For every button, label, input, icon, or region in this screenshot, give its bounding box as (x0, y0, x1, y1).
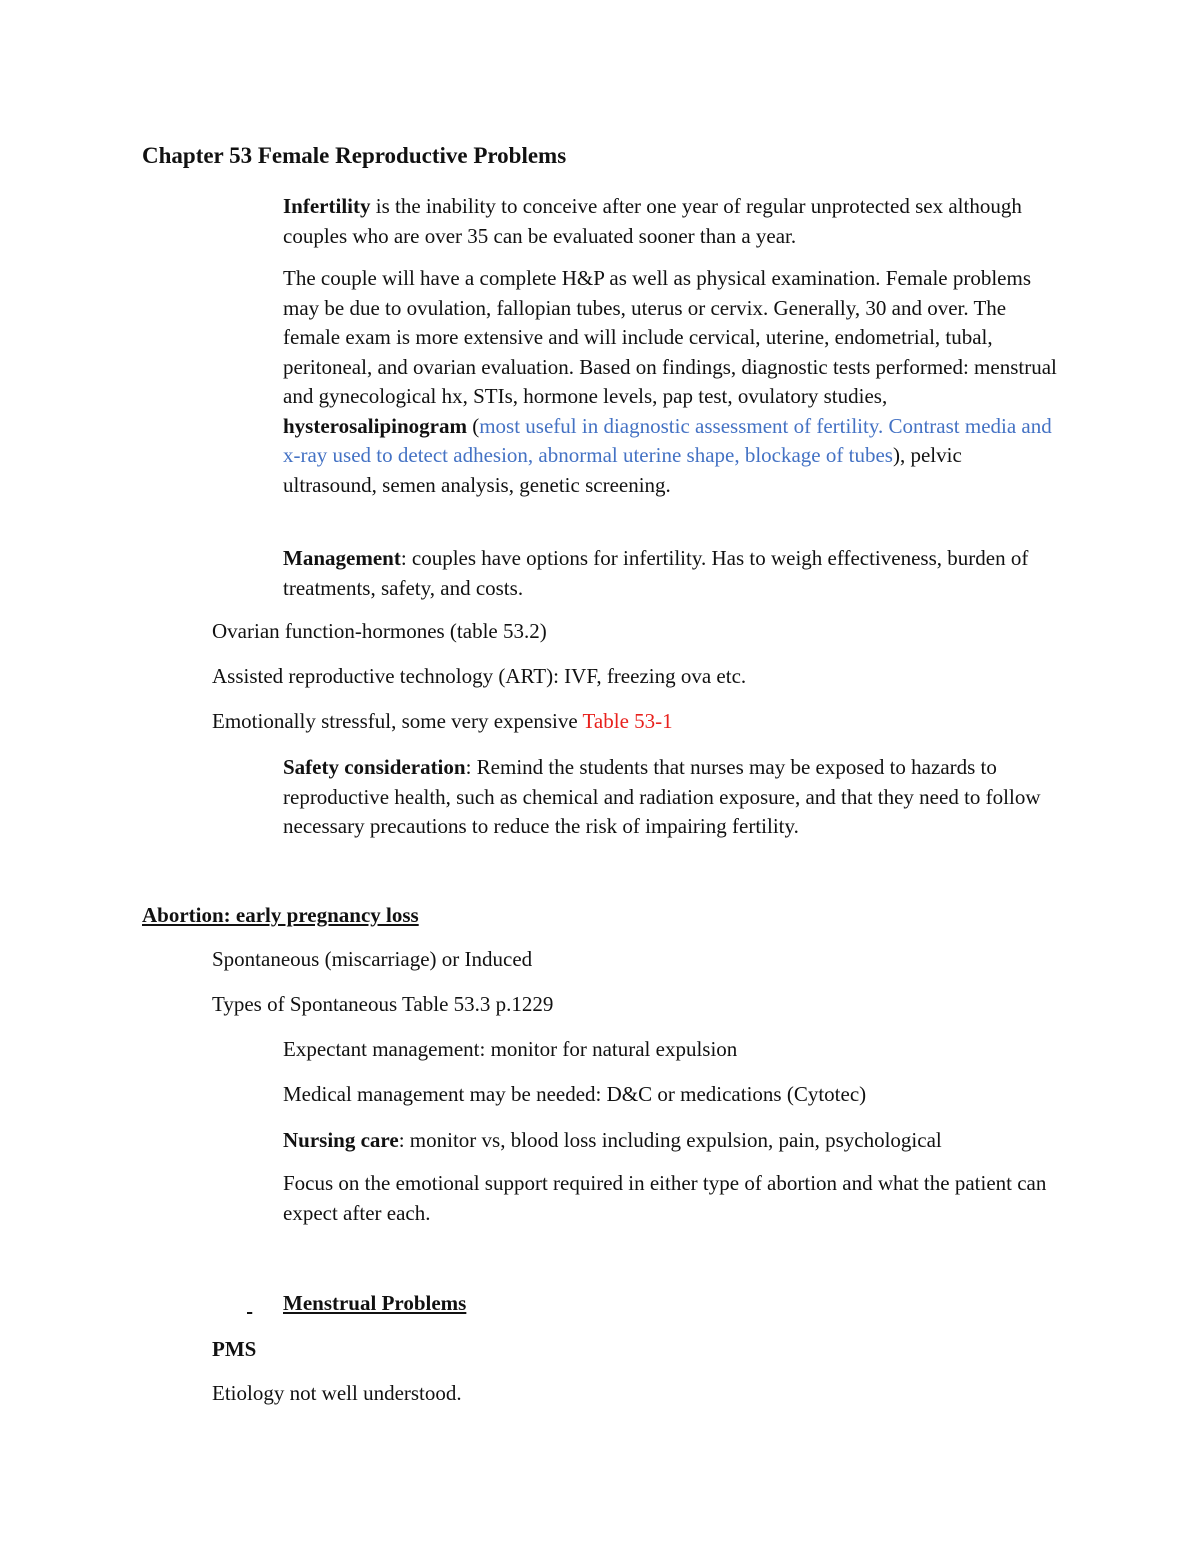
infertility-paragraph (283, 192, 1053, 251)
menstrual-heading-line (247, 1289, 466, 1319)
page-title: Chapter 53 Female Reproductive Problems (142, 143, 567, 168)
safety-text: : Remind the students that nurses may be exposed to hazards to reproductive health, such as chemical and radiation exposure, and that they need to follow necessary precautions to reduce the risk of impairing fertility. (283, 755, 1041, 838)
management-term: Management (283, 546, 401, 570)
menstrual-problems-heading: Menstrual Problems (283, 1291, 467, 1315)
abortion-types-line: Spontaneous (miscarriage) or Induced (212, 947, 533, 971)
safety-paragraph (283, 753, 1073, 842)
emotional-line (212, 707, 673, 737)
hysterosalpingogram-term: hysterosalipinogram (283, 413, 467, 438)
pms-etiology-line: Etiology not well understood. (212, 1381, 462, 1405)
nursing-care-line (283, 1126, 942, 1156)
safety-term: Safety consideration (283, 755, 466, 779)
hysterosalpingogram-note: most useful in diagnostic assessment of fertility. Contrast media and x-ray used to detect adhesion, abnormal uterine shape, blockage of tubes (283, 413, 1052, 467)
workup-paragraph (283, 264, 1058, 500)
pms-heading: PMS (212, 1337, 257, 1361)
table-53-1-reference: Table 53-1 (582, 709, 673, 733)
infertility-term: Infertility (283, 194, 371, 218)
management-text: : couples have options for infertility. Has to weigh effectiveness, burden of treatments, safety, and costs. (283, 546, 1029, 600)
medical-management-line: Medical management may be needed: D&C or medications (Cytotec) (283, 1082, 867, 1106)
expectant-management-line: Expectant management: monitor for natural expulsion (283, 1037, 738, 1061)
management-paragraph (283, 544, 1053, 603)
emotional-text: Emotionally stressful, some very expensive (212, 709, 583, 733)
art-line: Assisted reproductive technology (ART): IVF, freezing ova etc. (212, 664, 747, 688)
nursing-care-term: Nursing care (283, 1128, 399, 1152)
workup-text: The couple will have a complete H&P as well as physical examination. Female problems may be due to ovulation, fallopian tubes, uterus or cervix. Generally, 30 and over. The female exam is more extensive and will include cervical, uterine, endometrial, tubal, peritoneal, and ovarian evaluation. Based on findings, diagnostic tests performed: menstrual and gynecological hx, STIs, hormone levels, pap test, ovulatory studies, (283, 266, 1057, 408)
paren-open: ( (466, 413, 480, 438)
spontaneous-reference-line: Types of Spontaneous Table 53.3 p.1229 (212, 992, 554, 1016)
abortion-heading: Abortion: early pregnancy loss (142, 903, 419, 927)
emotional-support-paragraph: Focus on the emotional support required in either type of abortion and what the patient can expect after each. (283, 1171, 1047, 1225)
ovarian-function-line: Ovarian function-hormones (table 53.2) (212, 619, 547, 643)
heading-underline-spacer (247, 1289, 283, 1319)
workup-text-after: ), pelvic ultrasound, semen analysis, genetic screening. (283, 443, 962, 497)
nursing-care-text: : monitor vs, blood loss including expulsion, pain, psychological (398, 1128, 942, 1152)
infertility-definition: is the inability to conceive after one year of regular unprotected sex although couples who are over 35 can be evaluated sooner than a year. (283, 194, 1022, 248)
